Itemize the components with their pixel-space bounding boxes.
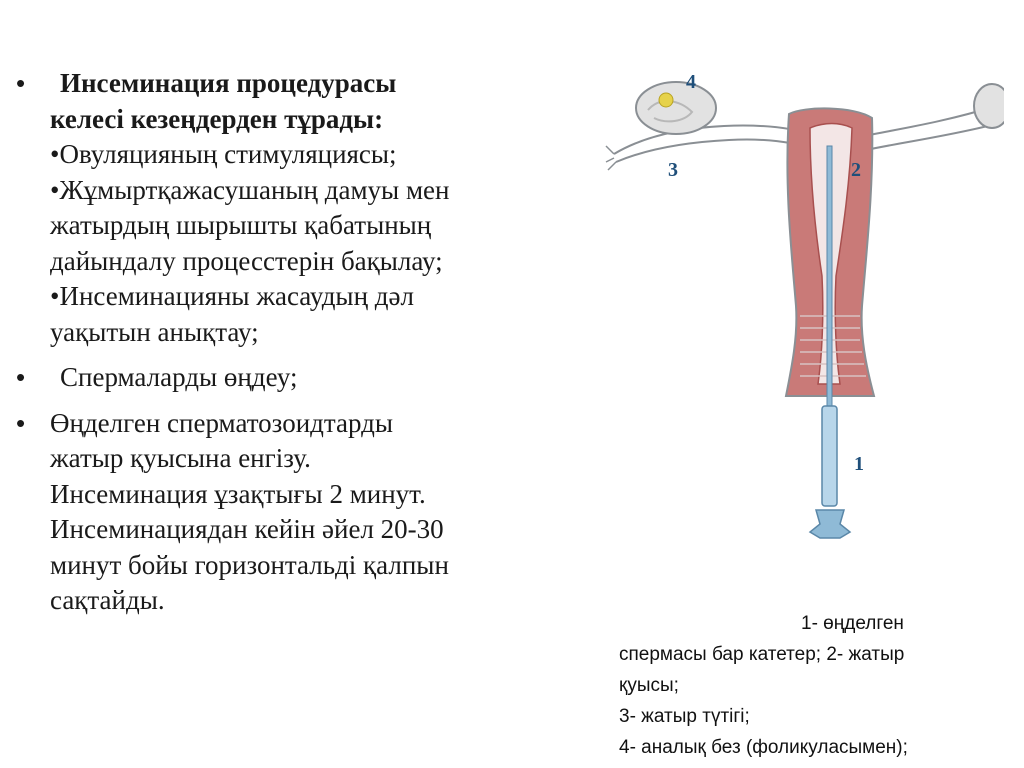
text-column	[8, 66, 588, 619]
bullet-text-line: Инсеминация ұзақтығы 2 минут.	[50, 478, 426, 509]
sub-item-line: •Инсеминацияны жасаудың дәл	[50, 281, 414, 311]
sub-item-line: жатырдың шырышты қабатының	[50, 210, 432, 240]
caption-line: спермасы бар катетер; 2- жатыр	[619, 644, 905, 665]
caption-line: 1- өңделген	[801, 613, 904, 634]
uterus-insemination-diagram	[604, 66, 1004, 556]
caption-line: 4- аналық без (фоликуласымен);	[619, 737, 908, 758]
fallopian-tube-right-inner	[866, 124, 996, 150]
catheter-hub	[810, 510, 850, 538]
ovary	[636, 82, 716, 134]
diagram-label-3: 3	[668, 159, 678, 181]
bullet-text-line: Инсеминациядан кейін әйел 20-30	[50, 514, 444, 544]
bullet-item-sperm-processing	[8, 360, 588, 396]
bullet-text-line: минут бойы горизонтальді қалпын	[50, 549, 449, 580]
heading-line: Инсеминация процедурасы	[60, 68, 397, 98]
sub-item-line: •Жұмыртқажасушаның дамуы мен	[50, 174, 450, 205]
bullet-text-line: Спермаларды өңдеу;	[60, 362, 298, 392]
bullet-text-line: сақтайды.	[50, 585, 165, 615]
bullet-marker: •	[16, 68, 26, 98]
bullet-marker: •	[16, 362, 26, 392]
catheter-tube	[827, 146, 832, 406]
bullet-text-line: жатыр қуысына енгізу.	[50, 443, 311, 473]
sub-item-line: дайындалу процесстерін бақылау;	[50, 245, 443, 276]
bullet-text-line: Өңделген сперматозоидтарды	[50, 407, 394, 438]
ovary-right	[974, 84, 1004, 128]
figure-caption	[619, 608, 1009, 763]
caption-line: 3- жатыр түтігі;	[619, 706, 750, 727]
diagram-label-4: 4	[686, 71, 696, 93]
diagram-label-2: 2	[851, 159, 861, 181]
sub-item-line: •Овуляцияның стимуляциясы;	[50, 139, 397, 169]
bullet-marker: •	[16, 407, 26, 438]
caption-line: қуысы;	[619, 675, 679, 696]
diagram-label-1: 1	[854, 453, 864, 475]
heading-line: келесі кезеңдерден тұрады:	[50, 103, 384, 134]
sub-item-line: уақытын анықтау;	[50, 316, 259, 347]
bullet-item-insertion	[8, 406, 588, 619]
follicle	[659, 93, 673, 107]
fimbria-left	[606, 146, 616, 170]
catheter-barrel	[822, 406, 837, 506]
bullet-item-procedure-stages	[8, 66, 588, 350]
